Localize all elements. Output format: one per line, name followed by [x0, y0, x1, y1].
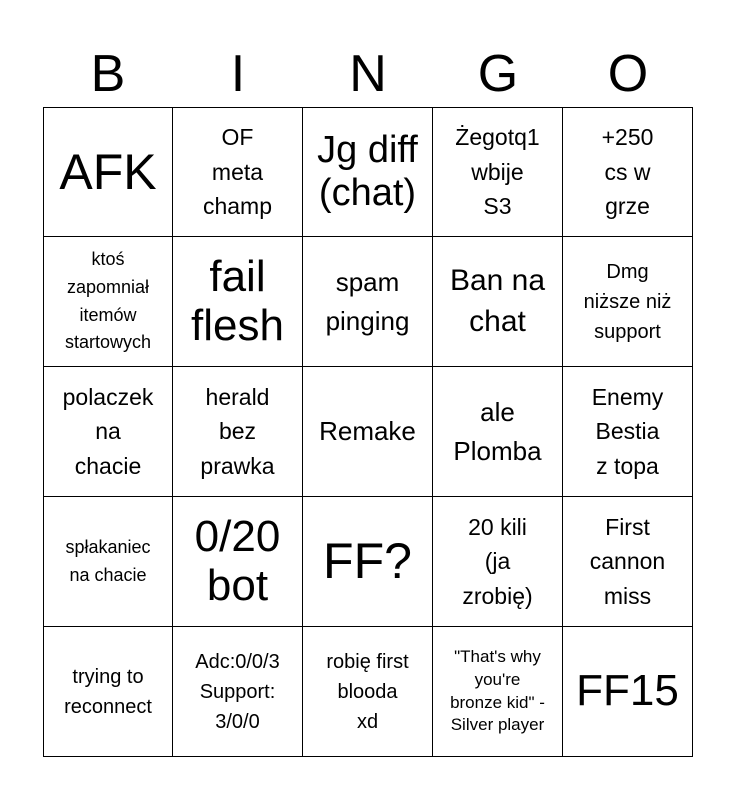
header-letter-n: N	[349, 45, 387, 103]
bingo-cell-r5c2[interactable]	[173, 627, 303, 757]
header-letter-i: I	[230, 45, 246, 103]
cell-text: herald bez prawka	[200, 383, 275, 479]
cell-text: OF meta champ	[202, 124, 273, 220]
cell-text: ale Plomba	[453, 396, 542, 466]
bingo-cell-r2c1[interactable]	[43, 237, 173, 367]
bingo-cell-r1c4[interactable]	[433, 107, 563, 237]
bingo-cell-r5c3[interactable]	[303, 627, 433, 757]
cell-text: Remake	[319, 416, 416, 446]
cell-text: spłakaniec na chacie	[65, 536, 151, 585]
header-letter-o: O	[607, 45, 649, 103]
bingo-cell-r3c3[interactable]	[303, 367, 433, 497]
cell-text: FF?	[323, 533, 412, 589]
cell-text: Adc:0/0/3 Support: 3/0/0	[195, 650, 280, 733]
bingo-cell-r1c5[interactable]	[563, 107, 693, 237]
bingo-cell-r3c4[interactable]	[433, 367, 563, 497]
bingo-cell-r4c1[interactable]	[43, 497, 173, 627]
bingo-cell-r1c2[interactable]	[173, 107, 303, 237]
header-letter-g: G	[477, 45, 519, 103]
cell-text: spam pinging	[325, 266, 410, 336]
cell-text: Dmg niższe niż support	[583, 260, 672, 343]
bingo-cell-r4c2[interactable]	[173, 497, 303, 627]
bingo-cell-r2c2[interactable]	[173, 237, 303, 367]
header-letter-b: B	[90, 45, 126, 103]
cell-text: Jg diff (chat)	[317, 129, 418, 214]
cell-text: 0/20 bot	[194, 512, 281, 610]
cell-text: robię first blooda xd	[326, 650, 409, 733]
bingo-board	[43, 107, 693, 757]
cell-text: "That's why you're bronze kid" - Silver player	[450, 646, 545, 735]
bingo-cell-r2c3[interactable]	[303, 237, 433, 367]
bingo-cell-r5c4[interactable]	[433, 627, 563, 757]
cell-text: Enemy Bestia z topa	[591, 383, 664, 479]
bingo-cell-r3c5[interactable]	[563, 367, 693, 497]
cell-text: polaczek na chacie	[62, 383, 154, 479]
bingo-cell-r4c5[interactable]	[563, 497, 693, 627]
cell-text: Żegotq1 wbije S3	[455, 124, 540, 220]
bingo-cell-r5c1[interactable]	[43, 627, 173, 757]
bingo-cell-r2c5[interactable]	[563, 237, 693, 367]
bingo-cell-r2c4[interactable]	[433, 237, 563, 367]
cell-text: ktoś zapomniał itemów startowych	[64, 248, 152, 353]
bingo-cell-r4c3[interactable]	[303, 497, 433, 627]
cell-text: fail flesh	[191, 252, 284, 350]
bingo-cell-r3c1[interactable]	[43, 367, 173, 497]
bingo-header	[43, 40, 693, 108]
cell-text: +250 cs w grze	[601, 124, 654, 220]
cell-text: 20 kili (ja zrobię)	[462, 513, 533, 609]
cell-text: trying to reconnect	[64, 665, 152, 718]
cell-text: AFK	[59, 143, 157, 200]
bingo-cell-r4c4[interactable]	[433, 497, 563, 627]
cell-text: First cannon miss	[589, 513, 666, 609]
bingo-cell-r5c5[interactable]	[563, 627, 693, 757]
bingo-cell-r1c3[interactable]	[303, 107, 433, 237]
bingo-cell-r3c2[interactable]	[173, 367, 303, 497]
cell-text: Ban na chat	[449, 264, 546, 338]
bingo-cell-r1c1[interactable]	[43, 107, 173, 237]
cell-text: FF15	[576, 666, 679, 716]
